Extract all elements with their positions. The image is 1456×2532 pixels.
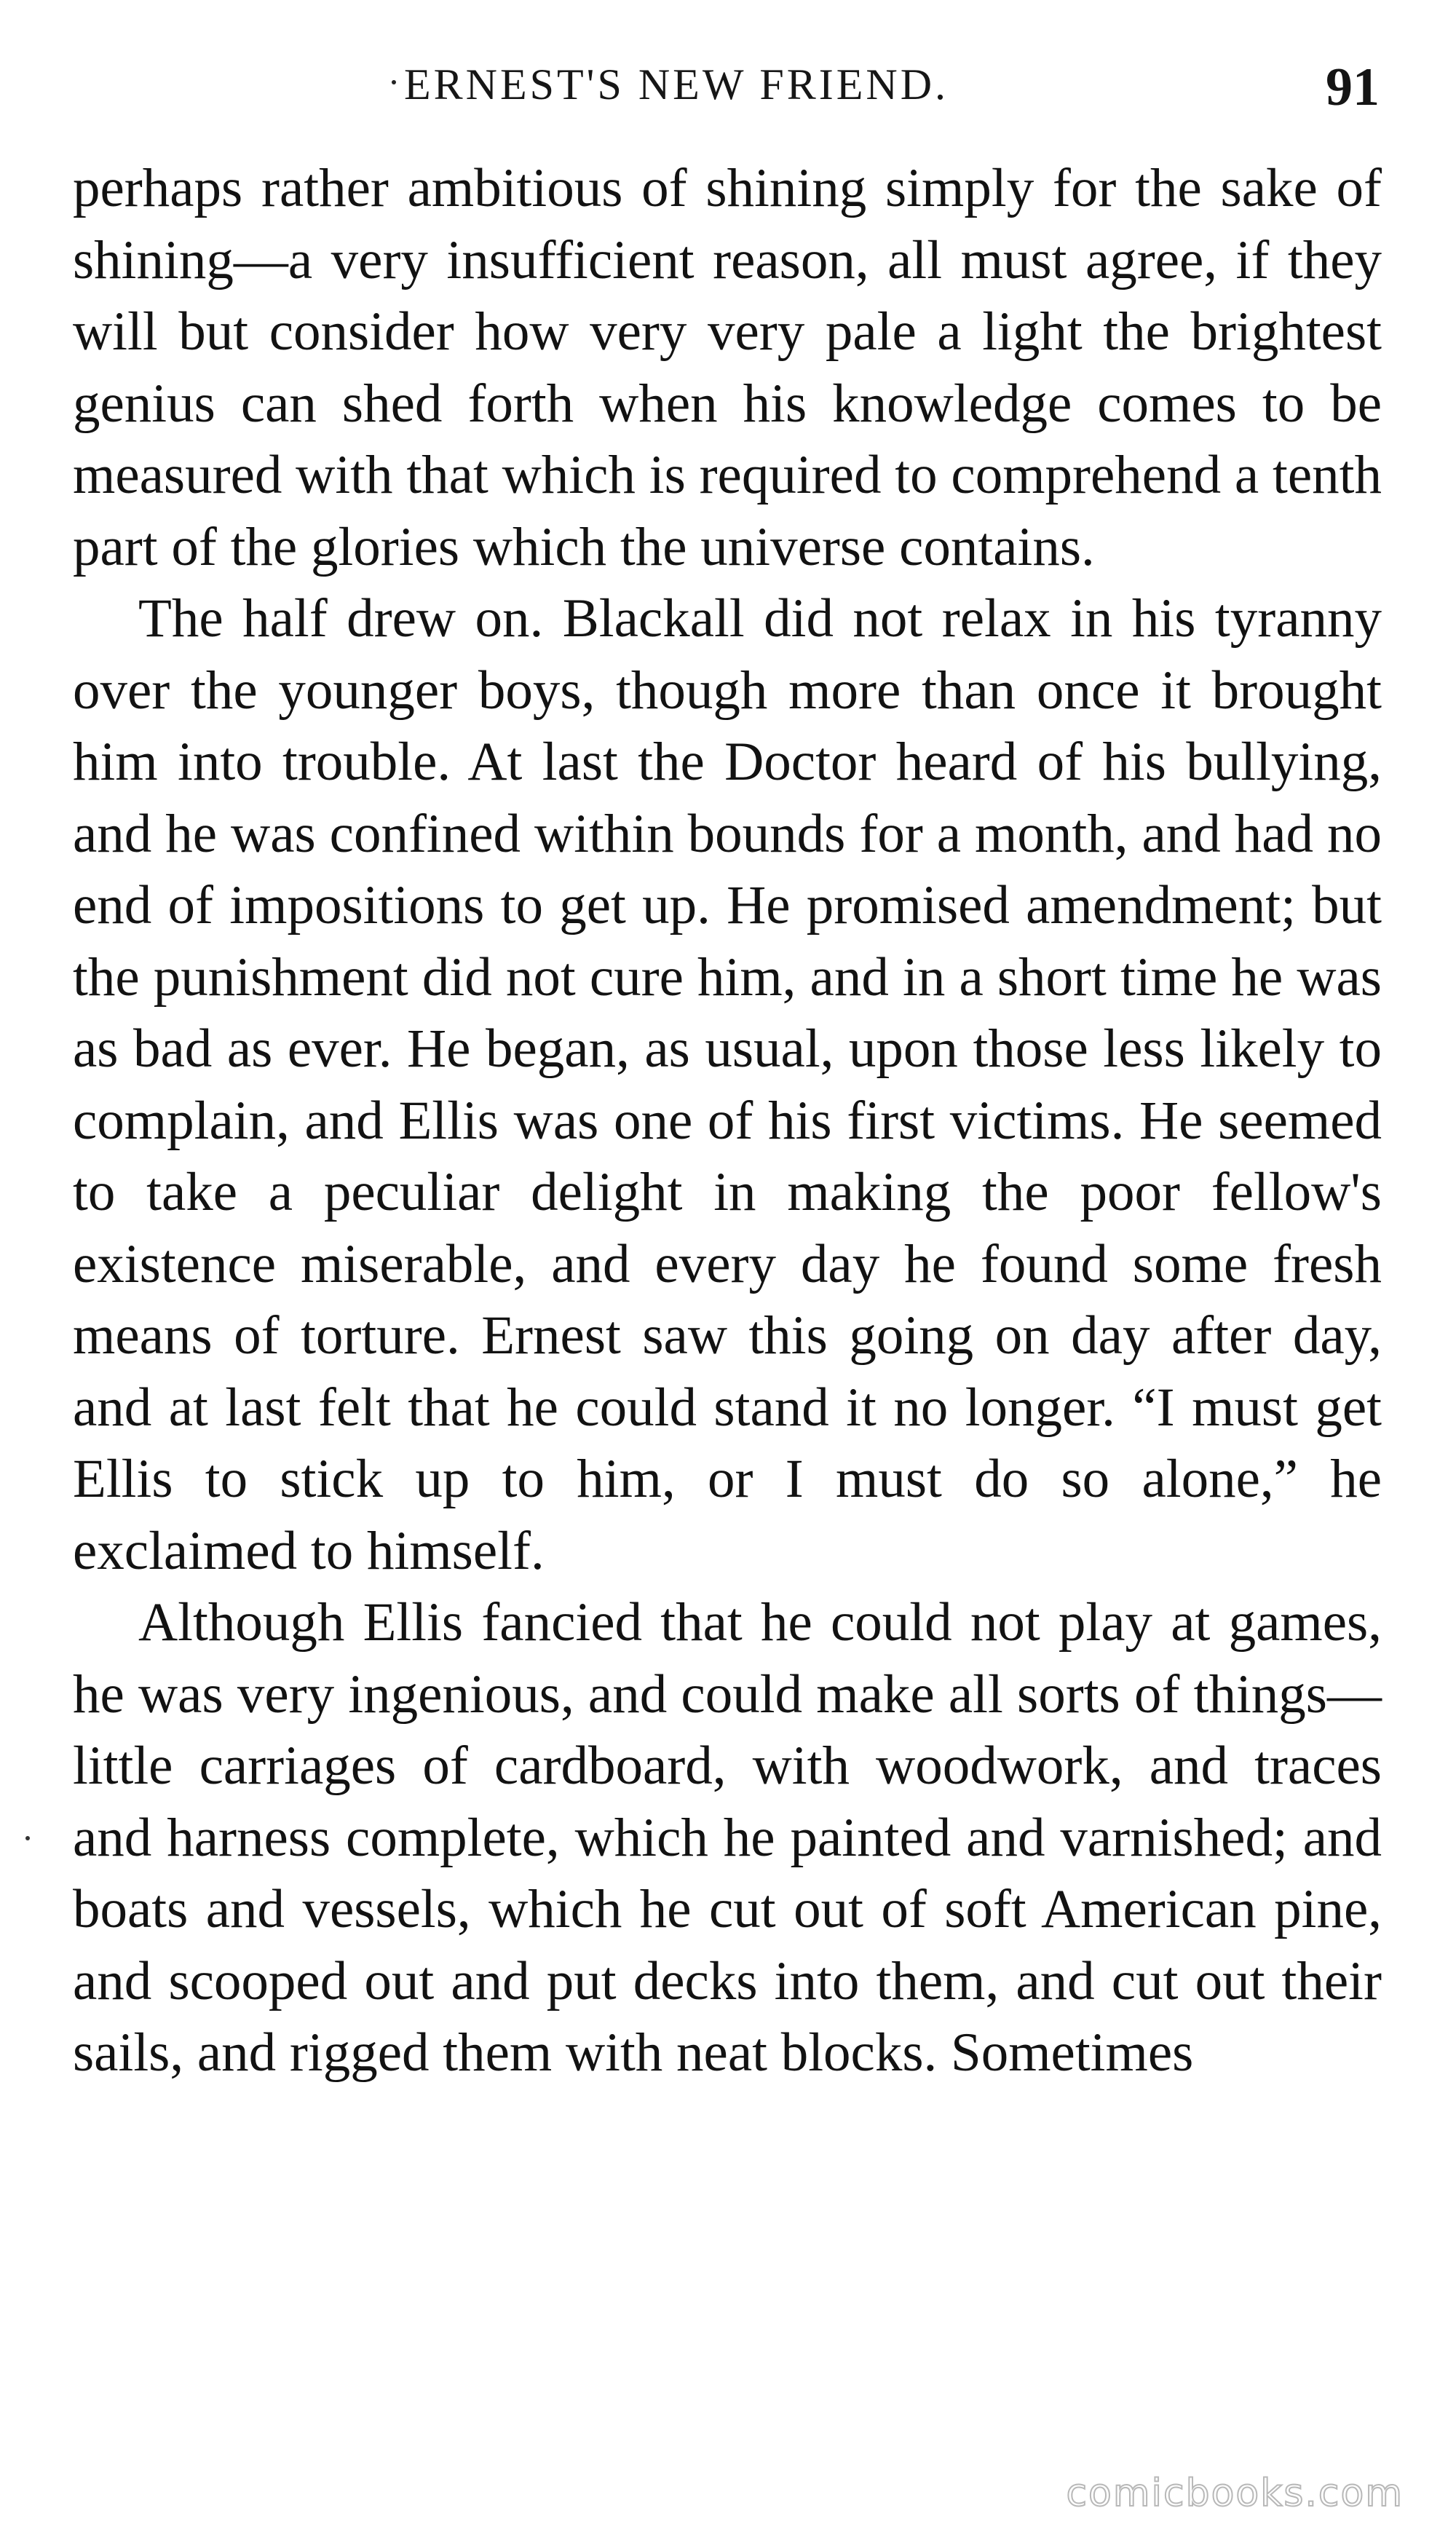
page-number: 91 (1326, 58, 1380, 117)
header-speck (392, 80, 396, 84)
margin-speck (25, 1836, 30, 1840)
running-title: ERNEST'S NEW FRIEND. (404, 60, 949, 108)
paragraph-1: perhaps rather ambitious of shining simply for the sake of shining—a very insufficient reason, all must agree, if they will but consider how very very pale a light the brightest genius can shed forth when his knowledge comes to be measured with that which is required to comprehend a tenth part of the glories which the universe contains. (73, 158, 1382, 577)
watermark: comicbooks.com (1066, 2472, 1404, 2515)
body-text (73, 153, 1382, 2089)
paragraph-2: The half drew on. Blackall did not relax in his tyranny over the younger boys, though more than once it brought him into trouble. At last the Doctor heard of his bullying, and he was confined within bounds for a month, and had no end of impositions to get up. He promised amendment; but the punishment did not cure him, and in a short time he was as bad as ever. He began, as usual, upon those less likely to complain, and Ellis was one of his first victims. He seemed to take a peculiar delight in making the poor fellow's existence miserable, and every day he found some fresh means of torture. Ernest saw this going on day after day, and at last felt that he could stand it no longer. “I must get Ellis to stick up to him, or I must do so alone,” he exclaimed to himself. (73, 588, 1382, 1581)
paragraph-3: Although Ellis fancied that he could not play at games, he was very ingenious, and could make all sorts of things—little carriages of cardboard, with woodwork, and traces and harness complete, which he painted and varnished; and boats and vessels, which he cut out of soft American pine, and scooped out and put decks into them, and cut out their sails, and rigged them with neat blocks. Sometimes (73, 1592, 1382, 2083)
